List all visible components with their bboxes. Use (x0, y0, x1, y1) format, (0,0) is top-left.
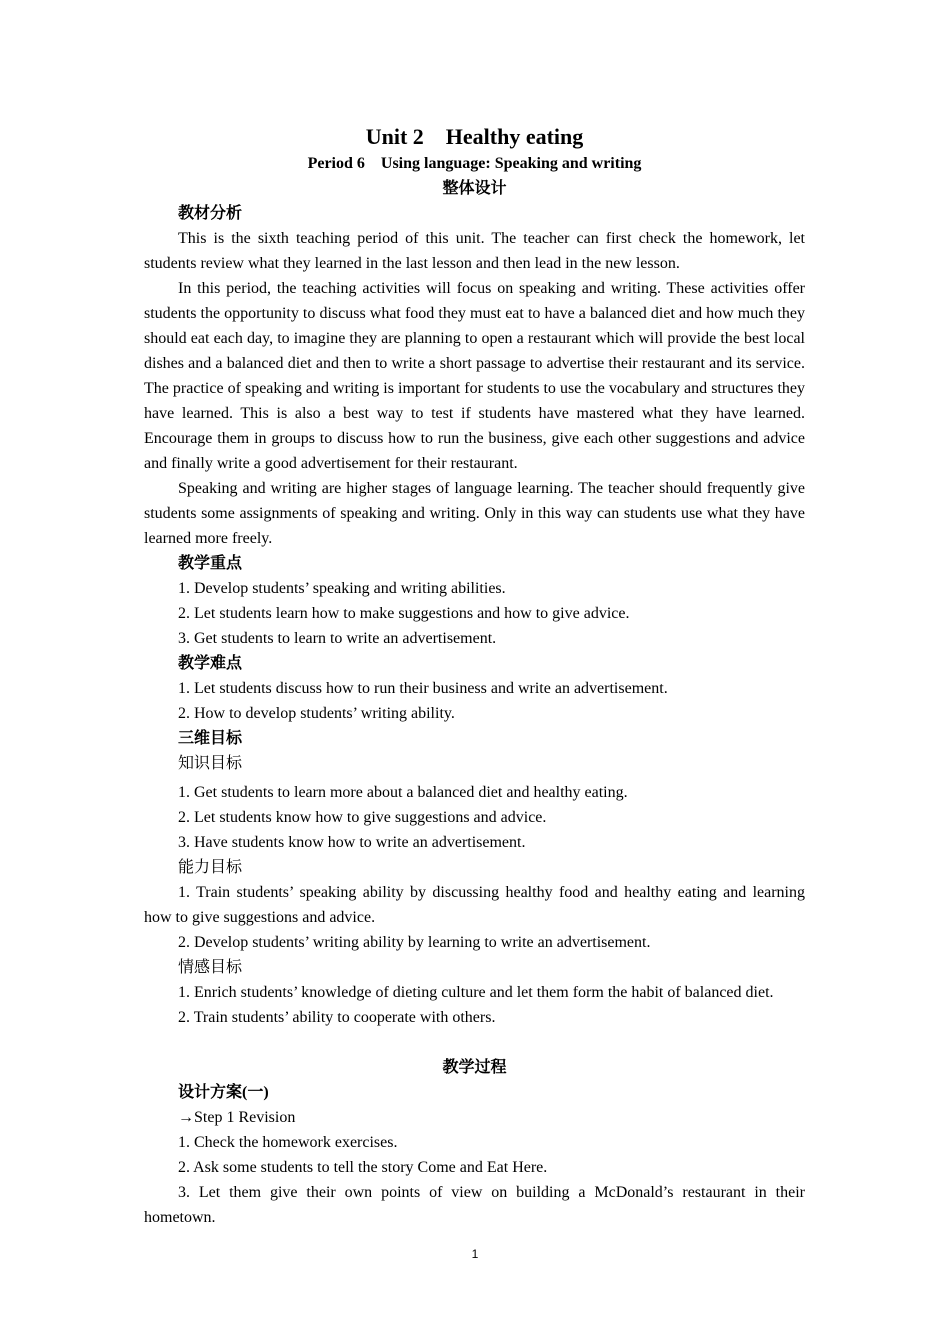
step-heading: →Step 1 Revision (178, 1109, 296, 1126)
emotion-item-2: 2. Train students’ ability to cooperate with others. (178, 1009, 496, 1026)
difficult-point-1: 1. Let students discuss how to run their business and write an advertisement. (178, 680, 668, 697)
emotion-heading: 情感目标 (178, 959, 243, 976)
overall-design-heading: 整体设计 (442, 180, 507, 197)
step-item-2: 2. Ask some students to tell the story Come and Eat Here. (178, 1159, 548, 1176)
document-body (144, 122, 805, 1230)
key-point-2: 2. Let students learn how to make suggestions and how to give advice. (178, 605, 630, 622)
objectives-heading: 三维目标 (178, 730, 243, 747)
key-point-1: 1. Develop students’ speaking and writing abilities. (178, 580, 506, 597)
difficult-point-2: 2. How to develop students’ writing ability. (178, 705, 455, 722)
process-heading: 教学过程 (442, 1059, 507, 1076)
analysis-paragraph-2: In this period, the teaching activities will focus on speaking and writing. These activities offer students the opportunity to discuss what food they must eat to have a balanced diet and how much they should eat each day, to imagine they are planning to open a restaurant which will provide the best local dishes and a balanced diet and then to write a short passage to advertise their restaurant and its service. The practice of speaking and writing is important for students to use the vocabulary and structures they have learned. This is also a best way to test if students have mastered what they have learned. Encourage them in groups to discuss how to run the business, give each other suggestions and advice and finally write a good advertisement for their restaurant. (144, 280, 805, 472)
section-spacer (144, 1030, 805, 1055)
key-point-3: 3. Get students to learn to write an advertisement. (178, 630, 497, 647)
ability-item-2: 2. Develop students’ writing ability by learning to write an advertisement. (178, 934, 651, 951)
emotion-item-1: 1. Enrich students’ knowledge of dieting culture and let them form the habit of balanced diet. (178, 984, 774, 1001)
difficult-points-heading: 教学难点 (178, 655, 243, 672)
step-item-1: 1. Check the homework exercises. (178, 1134, 398, 1151)
document-title: Unit 2 Healthy eating (365, 124, 584, 149)
ability-item-1: 1. Train students’ speaking ability by discussing healthy food and healthy eating and learning how to give suggestions and advice. (144, 884, 805, 926)
analysis-paragraph-3: Speaking and writing are higher stages of language learning. The teacher should frequently give students some assignments of speaking and writing. Only in this way can students use what they have learned more freely. (144, 480, 805, 547)
analysis-paragraph-1: This is the sixth teaching period of this unit. The teacher can first check the homework, let students review what they learned in the last lesson and then lead in the new lesson. (144, 230, 805, 272)
knowledge-item-1: 1. Get students to learn more about a balanced diet and healthy eating. (178, 784, 628, 801)
knowledge-item-3: 3. Have students know how to write an advertisement. (178, 834, 526, 851)
knowledge-item-2: 2. Let students know how to give suggestions and advice. (178, 809, 547, 826)
ability-heading: 能力目标 (178, 859, 243, 876)
step-item-3: 3. Let them give their own points of view on building a McDonald’s restaurant in their hometown. (144, 1184, 805, 1226)
analysis-heading: 教材分析 (178, 205, 243, 222)
page-number: 1 (471, 1247, 479, 1261)
plan-heading: 设计方案(一) (178, 1084, 269, 1101)
knowledge-heading: 知识目标 (178, 755, 243, 772)
key-points-heading: 教学重点 (178, 555, 243, 572)
document-subtitle: Period 6 Using language: Speaking and writing (307, 155, 642, 172)
